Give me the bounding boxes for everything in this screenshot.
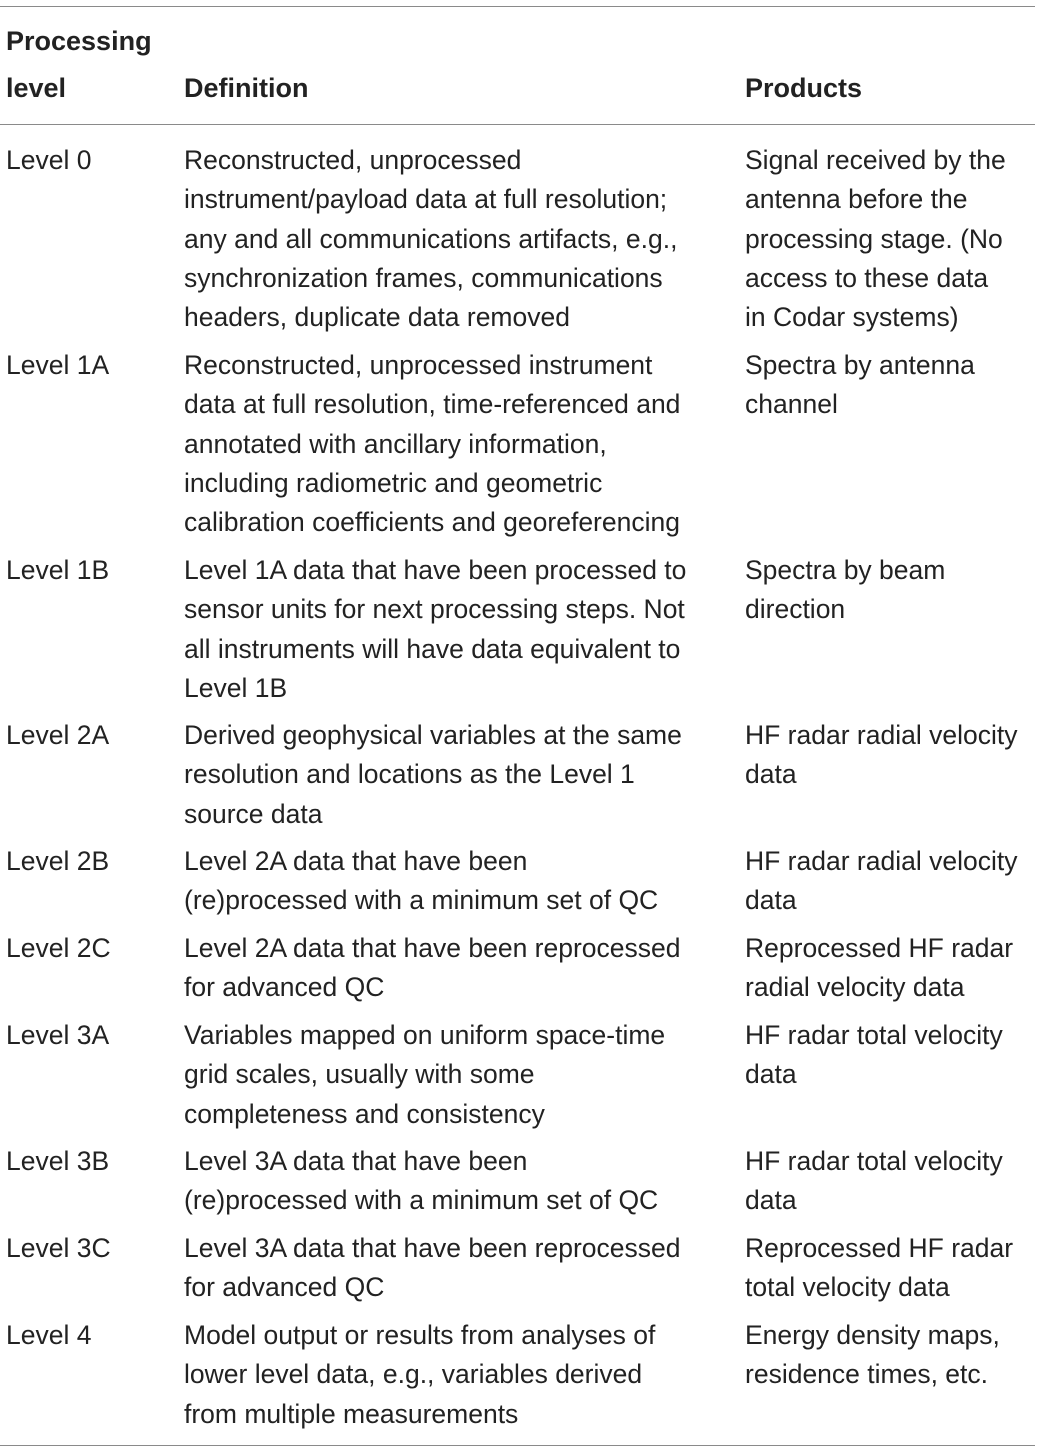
products-line: Reprocessed HF radar bbox=[745, 933, 1014, 963]
definition-line: Level 3A data that have been reprocessed bbox=[184, 1233, 681, 1263]
products-line: HF radar radial velocity bbox=[745, 846, 1018, 876]
definition-line: completeness and consistency bbox=[184, 1098, 545, 1129]
products-cell bbox=[745, 1142, 1035, 1221]
table-bottom-rule bbox=[0, 1445, 1035, 1446]
definition-cell bbox=[184, 1316, 745, 1434]
products-line: data bbox=[745, 885, 797, 916]
products-cell bbox=[745, 929, 1035, 1008]
products-line: direction bbox=[745, 594, 846, 625]
header-level-line2: level bbox=[6, 73, 67, 103]
products-cell bbox=[745, 1316, 1035, 1395]
definition-line: including radiometric and geometric bbox=[184, 467, 603, 498]
products-cell bbox=[745, 1229, 1035, 1308]
products-line: Spectra by beam bbox=[745, 555, 946, 585]
definition-line: from multiple measurements bbox=[184, 1398, 519, 1429]
definition-line: Variables mapped on uniform space-time bbox=[184, 1020, 666, 1050]
definition-line: headers, duplicate data removed bbox=[184, 302, 570, 333]
definition-line: calibration coefficients and georeferencing bbox=[184, 507, 680, 538]
products-line: processing stage. (No bbox=[745, 223, 1003, 254]
products-line: channel bbox=[745, 389, 838, 420]
products-line: data bbox=[745, 759, 797, 790]
header-definition: Definition bbox=[184, 73, 309, 103]
products-line: total velocity data bbox=[745, 1272, 950, 1303]
definition-cell bbox=[184, 842, 745, 921]
definition-line: sensor units for next processing steps. Not bbox=[184, 594, 685, 625]
level-cell: Level 3C bbox=[6, 1233, 111, 1263]
definition-cell bbox=[184, 141, 745, 337]
definition-line: resolution and locations as the Level 1 bbox=[184, 759, 635, 790]
header-processing-level bbox=[6, 18, 152, 112]
definition-line: for advanced QC bbox=[184, 972, 385, 1003]
definition-line: (re)processed with a minimum set of QC bbox=[184, 885, 659, 916]
level-cell: Level 1A bbox=[6, 350, 110, 380]
products-line: HF radar radial velocity bbox=[745, 720, 1018, 750]
definition-line: any and all communications artifacts, e.g., bbox=[184, 223, 678, 254]
table-row bbox=[0, 842, 1035, 929]
definition-line: grid scales, usually with some bbox=[184, 1059, 535, 1090]
table-row bbox=[0, 141, 1035, 346]
definition-line: (re)processed with a minimum set of QC bbox=[184, 1185, 659, 1216]
products-line: antenna before the bbox=[745, 184, 968, 215]
definition-line: lower level data, e.g., variables derived bbox=[184, 1359, 643, 1390]
header-products: Products bbox=[745, 73, 863, 103]
definition-line: Level 3A data that have been bbox=[184, 1146, 528, 1176]
definition-line: data at full resolution, time-referenced and bbox=[184, 389, 681, 420]
products-line: data bbox=[745, 1185, 797, 1216]
products-line: Reprocessed HF radar bbox=[745, 1233, 1014, 1263]
definition-line: Level 1B bbox=[184, 672, 288, 703]
table-row bbox=[0, 716, 1035, 842]
header-level-line1: Processing bbox=[6, 26, 152, 56]
definition-cell bbox=[184, 1016, 745, 1134]
products-line: access to these data bbox=[745, 262, 989, 293]
definition-line: instrument/payload data at full resolution; bbox=[184, 184, 668, 215]
products-cell bbox=[745, 346, 1035, 425]
level-cell: Level 3B bbox=[6, 1146, 110, 1176]
table-row bbox=[0, 1016, 1035, 1142]
level-cell: Level 4 bbox=[6, 1320, 92, 1350]
definition-line: Level 1A data that have been processed to bbox=[184, 555, 687, 585]
definition-line: Reconstructed, unprocessed bbox=[184, 145, 522, 175]
definition-line: synchronization frames, communications bbox=[184, 262, 663, 293]
definition-line: for advanced QC bbox=[184, 1272, 385, 1303]
products-cell bbox=[745, 1016, 1035, 1095]
definition-line: Reconstructed, unprocessed instrument bbox=[184, 350, 653, 380]
definition-line: all instruments will have data equivalent to bbox=[184, 633, 681, 664]
products-line: residence times, etc. bbox=[745, 1359, 989, 1390]
definition-cell bbox=[184, 346, 745, 542]
table-header bbox=[0, 0, 1035, 124]
table-row bbox=[0, 1316, 1035, 1436]
products-cell bbox=[745, 842, 1035, 921]
definition-cell bbox=[184, 551, 745, 708]
table-header-rule bbox=[0, 124, 1035, 125]
products-line: Signal received by the bbox=[745, 145, 1006, 175]
definition-cell bbox=[184, 1229, 745, 1308]
products-line: radial velocity data bbox=[745, 972, 965, 1003]
definition-line: Level 2A data that have been reprocessed bbox=[184, 933, 681, 963]
products-cell bbox=[745, 141, 1035, 337]
definition-cell bbox=[184, 1142, 745, 1221]
definition-cell bbox=[184, 929, 745, 1008]
definition-line: Model output or results from analyses of bbox=[184, 1320, 656, 1350]
products-cell bbox=[745, 551, 1035, 630]
level-cell: Level 3A bbox=[6, 1020, 110, 1050]
products-line: Spectra by antenna bbox=[745, 350, 975, 380]
products-line: Energy density maps, bbox=[745, 1320, 1000, 1350]
products-line: HF radar total velocity bbox=[745, 1020, 1003, 1050]
definition-cell bbox=[184, 716, 745, 834]
table-row bbox=[0, 551, 1035, 716]
table-row bbox=[0, 929, 1035, 1016]
products-line: in Codar systems) bbox=[745, 302, 959, 333]
level-cell: Level 2B bbox=[6, 846, 110, 876]
table-row bbox=[0, 346, 1035, 551]
definition-line: Derived geophysical variables at the same bbox=[184, 720, 682, 750]
products-cell bbox=[745, 716, 1035, 795]
table-body bbox=[0, 141, 1035, 1436]
products-line: HF radar total velocity bbox=[745, 1146, 1003, 1176]
level-cell: Level 0 bbox=[6, 145, 92, 175]
definition-line: source data bbox=[184, 798, 323, 829]
table-row bbox=[0, 1229, 1035, 1316]
level-cell: Level 2C bbox=[6, 933, 111, 963]
definition-line: annotated with ancillary information, bbox=[184, 428, 607, 459]
products-line: data bbox=[745, 1059, 797, 1090]
table-row bbox=[0, 1142, 1035, 1229]
level-cell: Level 2A bbox=[6, 720, 110, 750]
definition-line: Level 2A data that have been bbox=[184, 846, 528, 876]
level-cell: Level 1B bbox=[6, 555, 110, 585]
